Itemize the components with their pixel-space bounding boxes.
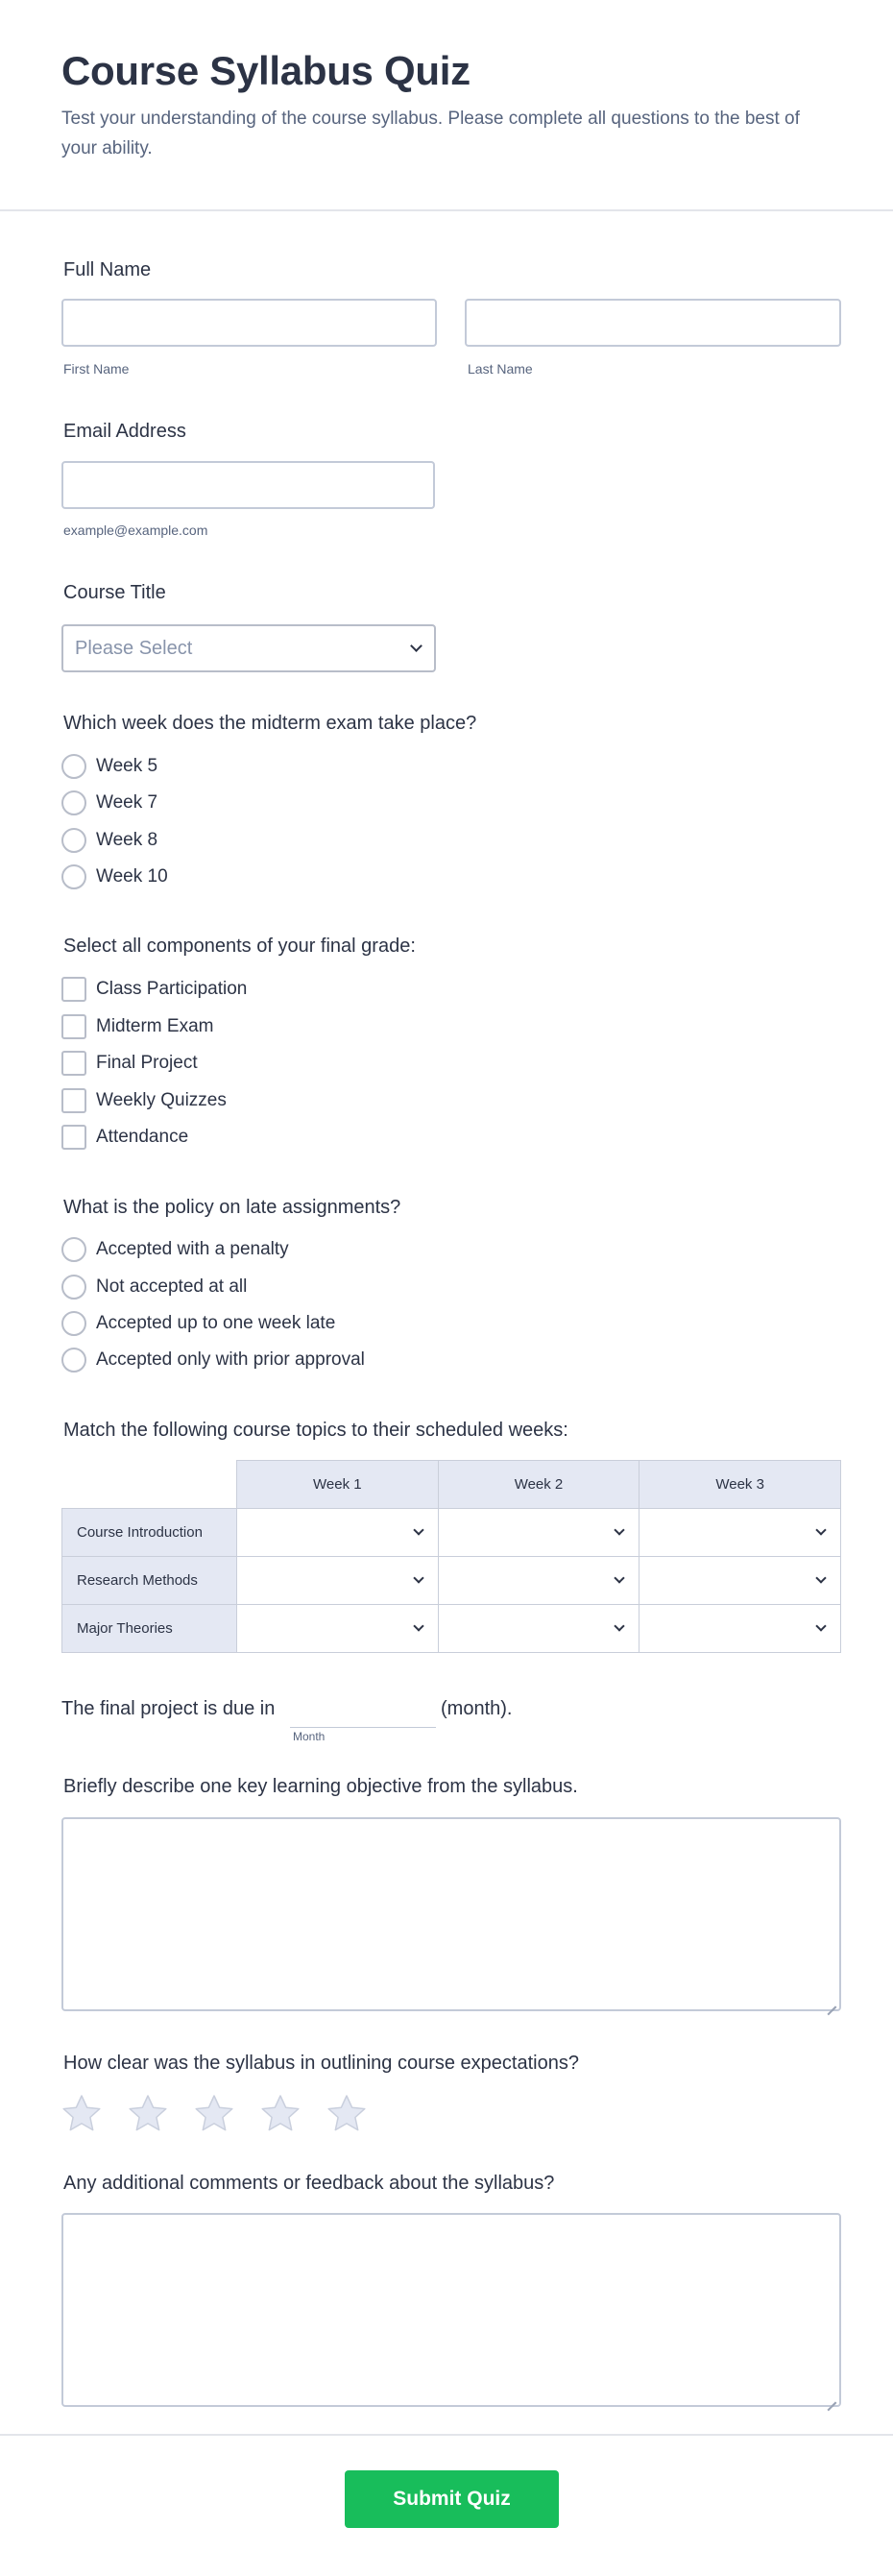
midterm-option-label: Week 10	[96, 866, 168, 887]
star-icon[interactable]	[194, 2094, 234, 2132]
radio-button[interactable]	[61, 754, 86, 779]
chevron-down-icon	[410, 640, 422, 652]
checkbox[interactable]	[61, 1125, 86, 1150]
midterm-option[interactable]	[61, 753, 157, 780]
email-label: Email Address	[63, 421, 186, 442]
matrix-cell-dropdown[interactable]	[438, 1557, 640, 1605]
star-icon[interactable]	[260, 2094, 301, 2132]
final-project-month-input[interactable]	[290, 1705, 436, 1728]
grade-component-option[interactable]	[61, 1124, 188, 1151]
grade-component-label: Weekly Quizzes	[96, 1090, 227, 1110]
course-title-dropdown[interactable]	[61, 624, 436, 672]
grade-components-question: Select all components of your final grade:	[63, 936, 416, 957]
chevron-down-icon	[615, 1620, 625, 1631]
radio-button[interactable]	[61, 1348, 86, 1373]
radio-button[interactable]	[61, 828, 86, 853]
matrix-cell-dropdown[interactable]	[640, 1605, 841, 1653]
full-name-label: Full Name	[63, 259, 152, 280]
matrix-cell-dropdown[interactable]	[237, 1509, 439, 1557]
matrix-cell-dropdown[interactable]	[640, 1557, 841, 1605]
final-project-prefix: The final project is due in	[61, 1698, 276, 1719]
topic-week-matrix	[61, 1460, 841, 1653]
chevron-down-icon	[413, 1524, 423, 1535]
midterm-option-label: Week 5	[96, 756, 158, 776]
midterm-option[interactable]	[61, 790, 157, 816]
star-icon[interactable]	[326, 2094, 367, 2132]
checkbox[interactable]	[61, 1088, 86, 1113]
matrix-row-header: Course Introduction	[62, 1509, 237, 1557]
radio-button[interactable]	[61, 1237, 86, 1262]
final-project-sublabel: Month	[293, 1730, 326, 1743]
email-input[interactable]	[61, 461, 435, 509]
last-name-input[interactable]	[465, 299, 841, 347]
grade-component-label: Attendance	[96, 1127, 189, 1147]
grade-component-label: Class Participation	[96, 979, 248, 999]
comments-question: Any additional comments or feedback about the syllabus?	[63, 2173, 555, 2194]
midterm-option-label: Week 8	[96, 830, 158, 850]
midterm-option[interactable]	[61, 827, 157, 854]
first-name-input[interactable]	[61, 299, 437, 347]
midterm-option-label: Week 7	[96, 792, 158, 813]
midterm-option[interactable]	[61, 863, 168, 890]
form-title: Course Syllabus Quiz	[61, 48, 471, 93]
final-project-suffix: (month).	[441, 1698, 513, 1719]
form-description: Test your understanding of the course syllabus. Please complete all questions to the best of your ability.	[61, 109, 800, 158]
grade-component-label: Final Project	[96, 1053, 198, 1073]
late-policy-label: Not accepted at all	[96, 1276, 248, 1297]
chevron-down-icon	[815, 1572, 826, 1583]
form-header	[0, 0, 893, 211]
star-icon[interactable]	[128, 2094, 168, 2132]
checkbox[interactable]	[61, 1014, 86, 1039]
chevron-down-icon	[413, 1620, 423, 1631]
radio-button[interactable]	[61, 1311, 86, 1336]
chevron-down-icon	[815, 1620, 826, 1631]
chevron-down-icon	[413, 1572, 423, 1583]
email-sublabel: example@example.com	[63, 522, 208, 538]
matrix-row-header: Major Theories	[62, 1605, 237, 1653]
matrix-cell-dropdown[interactable]	[640, 1509, 841, 1557]
late-policy-option[interactable]	[61, 1236, 289, 1263]
late-policy-question: What is the policy on late assignments?	[63, 1197, 401, 1218]
grade-component-option[interactable]	[61, 1013, 213, 1040]
comments-textarea[interactable]	[61, 2213, 841, 2407]
radio-button[interactable]	[61, 790, 86, 815]
matrix-cell-dropdown[interactable]	[438, 1509, 640, 1557]
chevron-down-icon	[615, 1572, 625, 1583]
resize-handle-icon[interactable]	[828, 2394, 836, 2402]
late-policy-option[interactable]	[61, 1274, 247, 1300]
radio-button[interactable]	[61, 1275, 86, 1300]
course-title-placeholder: Please Select	[75, 638, 193, 659]
checkbox[interactable]	[61, 1051, 86, 1076]
objective-question: Briefly describe one key learning objective from the syllabus.	[63, 1776, 578, 1797]
grade-component-option[interactable]	[61, 976, 247, 1003]
matrix-cell-dropdown[interactable]	[438, 1605, 640, 1653]
late-policy-label: Accepted with a penalty	[96, 1239, 289, 1259]
star-rating[interactable]	[61, 2094, 393, 2132]
late-policy-option[interactable]	[61, 1310, 335, 1337]
matrix-corner	[62, 1461, 237, 1509]
grade-component-label: Midterm Exam	[96, 1016, 214, 1036]
matrix-column-header: Week 3	[640, 1461, 841, 1509]
late-policy-option[interactable]	[61, 1347, 365, 1373]
submit-button[interactable]: Submit Quiz	[345, 2470, 559, 2528]
matrix-row-header: Research Methods	[62, 1557, 237, 1605]
chevron-down-icon	[615, 1524, 625, 1535]
late-policy-label: Accepted only with prior approval	[96, 1349, 365, 1370]
resize-handle-icon[interactable]	[828, 1998, 836, 2006]
star-icon[interactable]	[61, 2094, 102, 2132]
late-policy-label: Accepted up to one week late	[96, 1313, 336, 1333]
radio-button[interactable]	[61, 864, 86, 889]
rating-question: How clear was the syllabus in outlining course expectations?	[63, 2053, 579, 2074]
matrix-cell-dropdown[interactable]	[237, 1605, 439, 1653]
midterm-question: Which week does the midterm exam take place?	[63, 713, 477, 734]
matrix-question: Match the following course topics to their scheduled weeks:	[63, 1420, 568, 1441]
matrix-column-header: Week 1	[237, 1461, 439, 1509]
matrix-cell-dropdown[interactable]	[237, 1557, 439, 1605]
chevron-down-icon	[815, 1524, 826, 1535]
course-title-label: Course Title	[63, 582, 166, 603]
matrix-column-header: Week 2	[438, 1461, 640, 1509]
last-name-sublabel: Last Name	[468, 361, 533, 377]
grade-component-option[interactable]	[61, 1087, 227, 1114]
checkbox[interactable]	[61, 977, 86, 1002]
grade-component-option[interactable]	[61, 1050, 198, 1077]
first-name-sublabel: First Name	[63, 361, 130, 377]
objective-textarea[interactable]	[61, 1817, 841, 2011]
